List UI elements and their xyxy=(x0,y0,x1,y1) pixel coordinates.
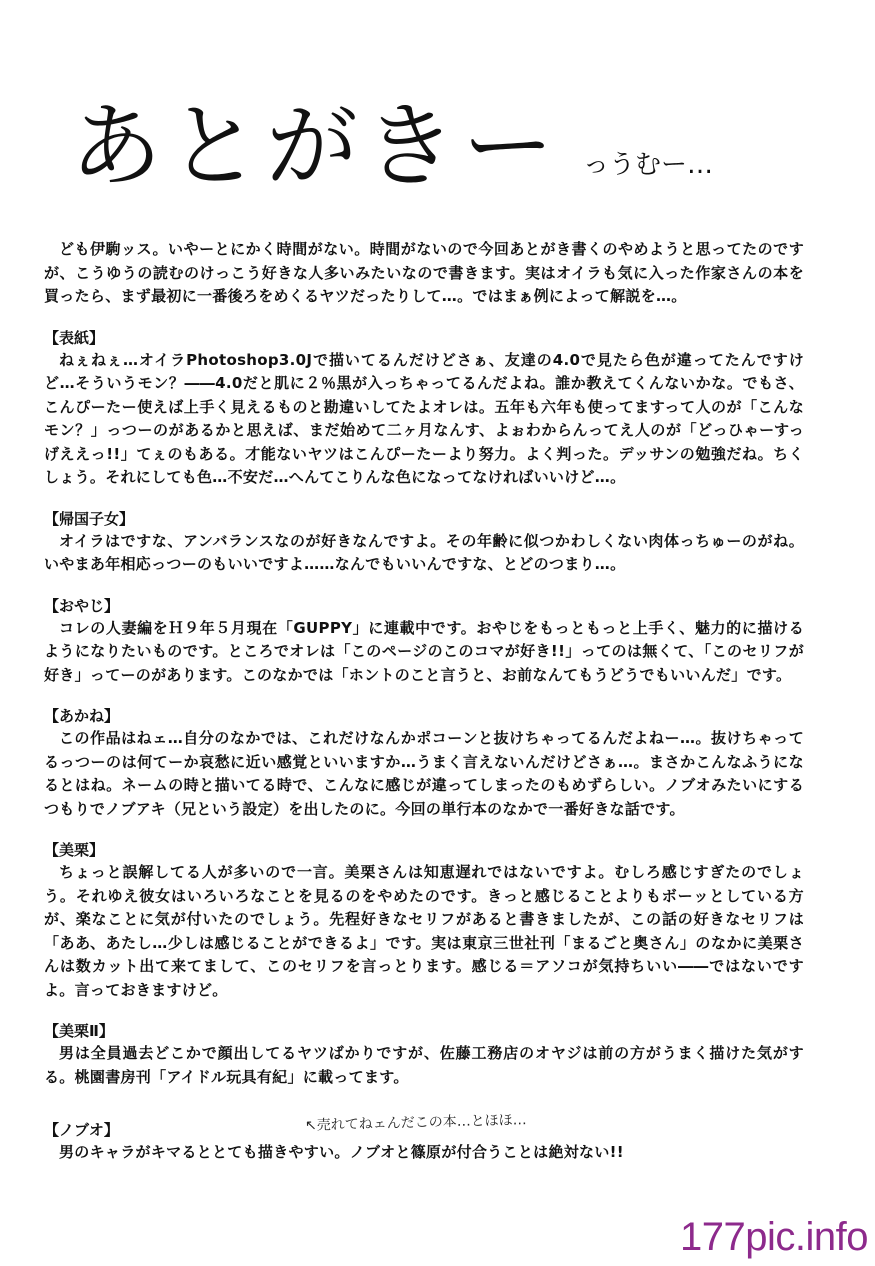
site-watermark: 177pic.info xyxy=(680,1215,868,1259)
title-main-text: あとがきー xyxy=(70,93,561,200)
section-miguri xyxy=(44,839,804,1002)
section-oyaji xyxy=(44,595,804,688)
intro-paragraph: ども伊駒ッス。いやーとにかく時間がない。時間がないので今回あとがき書くのやめようと思ってたのですが、こうゆうの読むのけっこう好きな人多いみたいなので書きます。実はオイラも気に入った作家さんの本を買ったら、まず最初に一番後ろをめくるヤツだったりして…。ではまぁ例によって解説を…。 xyxy=(44,240,804,305)
section-text: ねぇねぇ…オイラPhotoshop3.0Jで描いてるんだけどさぁ、友達の4.0で見たら色が違ってたんですけど…そういうモン？――4.0だと肌に２％黒が入っちゃってるんだよね。誰か教えてくんないかな。でもさ、こんぴーたー使えば上手く見えるものと勘違いしてたよオレは。五年も六年も使ってますって人のが「こんなモン？」っつーのがあるかと思えば、まだ始めて二ヶ月なんす、よぉわからんってえ人のが「どっひゃーすっげええっ!!」てぇのもある。才能ないヤツはこんぴーたーより努力。よく判った。デッサンの勉強だね。ちくしょう。それにしても色…不安だ…へんてこりんな色になってなければいいけど…。 xyxy=(44,350,804,486)
afterword-body xyxy=(44,238,804,1165)
section-title: 【あかね】 xyxy=(44,707,120,725)
section-title: 【美栗Ⅱ】 xyxy=(44,1022,114,1040)
handwritten-note: ↖売れてねェんだこの本…とほほ… xyxy=(304,1112,527,1134)
afterword-title xyxy=(70,92,830,212)
section-text: 男は全員過去どこかで顔出してるヤツばかりですが、佐藤工務店のオヤジは前の方がうまく描けた気がする。桃園書房刊「アイドル玩具有紀」に載ってます。 xyxy=(44,1044,804,1086)
section-title: 【ノブオ】 xyxy=(44,1121,119,1139)
title-sub-text: っうむー… xyxy=(583,150,714,180)
section-title: 【美栗】 xyxy=(44,841,105,859)
section-title: 【帰国子女】 xyxy=(44,509,135,528)
section-cover xyxy=(44,327,804,490)
section-text: この作品はねェ…自分のなかでは、これだけなんかポコーンと抜けちゃってるんだよねー…。抜けちゃってるっつーのは何てーか哀愁に近い感覚といいますか…うまく言えないんだけどさぁ…。まさかこんなふうになるとはね。ネームの時と描いてる時で、こんなに感じが違ってしまったのもめずらしい。ノブオみたいにするつもりでノブアキ（兄という設定）を出したのに。今回の単行本のなかで一番好きな話です。 xyxy=(44,729,804,818)
section-text: コレの人妻編をＨ９年５月現在「GUPPY」に連載中です。おやじをもっともっと上手く、魅力的に描けるようになりたいものです。ところでオレは「このページのこのコマが好き!!」ってのは無くて、「このセリフが好き」ってーのがあります。このなかでは「ホントのこと言うと、お前なんてもうどうでもいいんだ」です。 xyxy=(44,618,804,684)
section-title: 【おやじ】 xyxy=(44,596,120,615)
section-text: ちょっと誤解してる人が多いので一言。美栗さんは知恵遅れではないですよ。むしろ感じすぎたのでしょう。それゆえ彼女はいろいろなことを見るのをやめたのです。きっと感じることよりもボーッとしている方が、楽なことに気が付いたのでしょう。先程好きなセリフがあると書きましたが、この話の好きなセリフは「ああ、あたし…少しは感じることができるよ」です。実は東京三世社刊「まるごと奥さん」のなかに美栗さんは数カット出て来てまして、このセリフを言っとります。感じる＝アソコが気持ちいい――ではないですよ。言っておきますけど。 xyxy=(44,863,804,999)
section-text: 男のキャラがキマるととても描きやすい。ノブオと篠原が付合うことは絶対ない!! xyxy=(59,1143,624,1161)
section-returnee xyxy=(44,508,804,577)
section-text: オイラはですな、アンバランスなのが好きなんですよ。その年齢に似つかわしくない肉体っちゅーのがね。いやまあ年相応っつーのもいいですよ……なんでもいいんですな、とどのつまり…。 xyxy=(44,531,804,573)
section-title: 【表紙】 xyxy=(44,328,105,347)
section-miguri-2 xyxy=(44,1020,804,1089)
section-akane xyxy=(44,705,804,821)
